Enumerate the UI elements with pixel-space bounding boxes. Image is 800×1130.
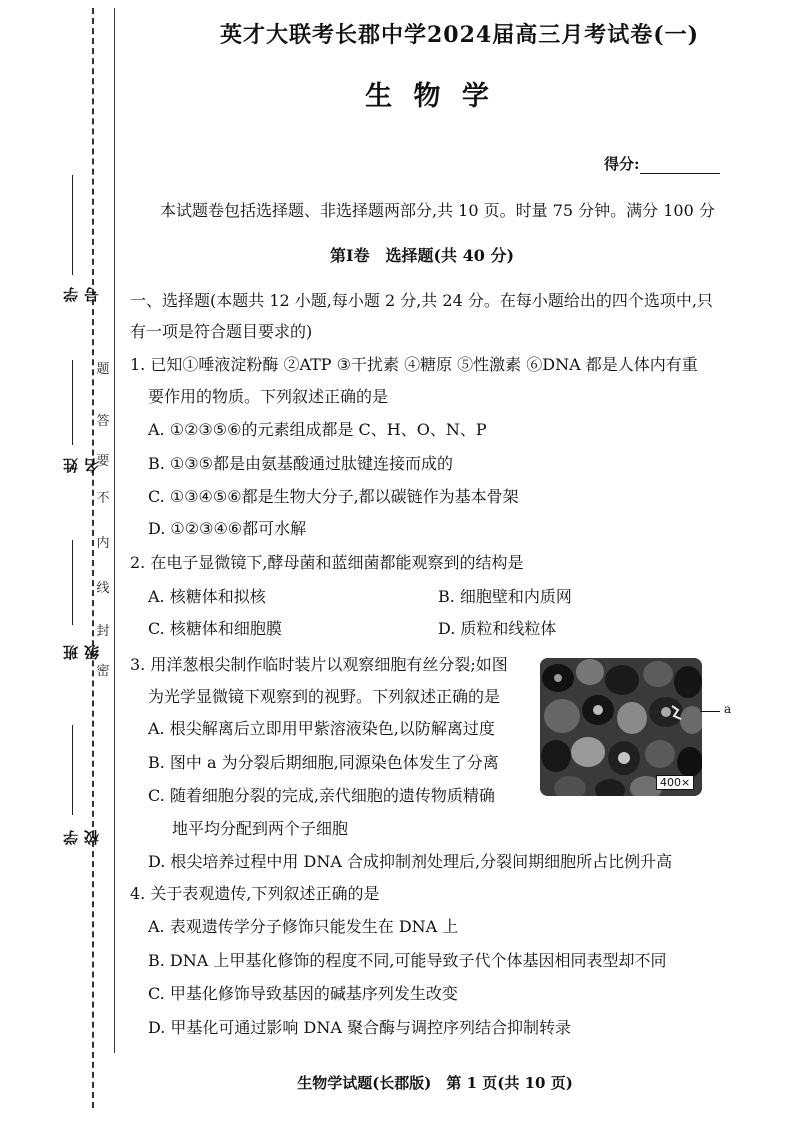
question-option-continuation: 地平均分配到两个子细胞: [172, 819, 349, 838]
question-option[interactable]: B. DNA 上甲基化修饰的程度不同,可能导致子代个体基因相同表型却不同: [148, 951, 667, 970]
seal-char: 题: [96, 362, 110, 377]
binding-solid-line: [114, 8, 115, 1053]
exam-intro: 本试题卷包括选择题、非选择题两部分,共 10 页。时量 75 分钟。满分 100 分: [160, 201, 715, 220]
field-label: 姓名: [62, 458, 101, 473]
seal-char: 不: [96, 491, 110, 506]
question-option[interactable]: D. 质粒和线粒体: [438, 619, 557, 638]
seal-char: 线: [96, 581, 110, 596]
page-footer: 生物学试题(长郡版) 第 1 页(共 10 页): [297, 1074, 573, 1092]
question-option[interactable]: B. 图中 a 为分裂后期细胞,同源染色体发生了分离: [148, 753, 499, 772]
exam-title: 英才大联考长郡中学2024届高三月考试卷(一): [220, 22, 700, 48]
seal-char: 要: [96, 454, 110, 469]
question-option[interactable]: D. 甲基化可通过影响 DNA 聚合酶与调控序列结合抑制转录: [148, 1018, 571, 1037]
section-heading: 有一项是符合题目要求的): [130, 322, 313, 341]
seal-char: 答: [96, 414, 110, 429]
score-field[interactable]: [604, 153, 720, 174]
question-option[interactable]: D. ①②③④⑥都可水解: [148, 519, 307, 538]
section-heading: 一、选择题(本题共 12 小题,每小题 2 分,共 24 分。在每小题给出的四个选项中,只: [130, 291, 713, 310]
question-option[interactable]: A. 根尖解离后立即用甲紫溶液染色,以防解离过度: [148, 719, 495, 738]
question-option[interactable]: C. ①③④⑤⑥都是生物大分子,都以碳链作为基本骨架: [148, 487, 519, 506]
field-label: 学校: [62, 830, 101, 845]
figure-label-a: a: [724, 702, 732, 716]
question-option[interactable]: C. 随着细胞分裂的完成,亲代细胞的遗传物质精确: [148, 786, 495, 805]
seal-char: 内: [96, 536, 110, 551]
question-option[interactable]: B. ①③⑤都是由氨基酸通过肽键连接而成的: [148, 454, 453, 473]
question-stem: 要作用的物质。下列叙述正确的是: [148, 387, 389, 406]
question-option[interactable]: B. 细胞壁和内质网: [438, 587, 572, 606]
subject-title: 生 物 学: [365, 81, 495, 112]
question-stem: 为光学显微镜下观察到的视野。下列叙述正确的是: [148, 687, 501, 706]
question-option[interactable]: C. 核糖体和细胞膜: [148, 619, 282, 638]
binding-dashed-line: [92, 8, 94, 1108]
part-title: 第Ⅰ卷 选择题(共 40 分): [330, 246, 515, 265]
question-stem: 4. 关于表观遗传,下列叙述正确的是: [130, 884, 380, 903]
question-option[interactable]: D. 根尖培养过程中用 DNA 合成抑制剂处理后,分裂间期细胞所占比例升高: [148, 852, 673, 871]
question-stem: 1. 已知①唾液淀粉酶 ②ATP ③干扰素 ④糖原 ⑤性激素 ⑥DNA 都是人体内有重: [130, 355, 698, 374]
seal-char: 封: [96, 624, 110, 639]
field-label: 班级: [62, 645, 101, 660]
score-label: 得分:: [604, 155, 640, 173]
question-stem: 3. 用洋葱根尖制作临时装片以观察细胞有丝分裂;如图: [130, 655, 508, 674]
question-option[interactable]: A. 核糖体和拟核: [148, 587, 266, 606]
question-option[interactable]: A. 表观遗传学分子修饰只能发生在 DNA 上: [148, 917, 459, 936]
score-blank[interactable]: [640, 159, 720, 174]
seal-char: 密: [96, 664, 110, 679]
question-option[interactable]: C. 甲基化修饰导致基因的碱基序列发生改变: [148, 984, 458, 1003]
field-label: 学号: [62, 287, 101, 302]
magnification-label: 400×: [656, 775, 694, 790]
question-stem: 2. 在电子显微镜下,酵母菌和蓝细菌都能观察到的结构是: [130, 553, 524, 572]
question-option[interactable]: A. ①②③⑤⑥的元素组成都是 C、H、O、N、P: [148, 420, 487, 439]
figure-pointer-line: [700, 711, 720, 712]
